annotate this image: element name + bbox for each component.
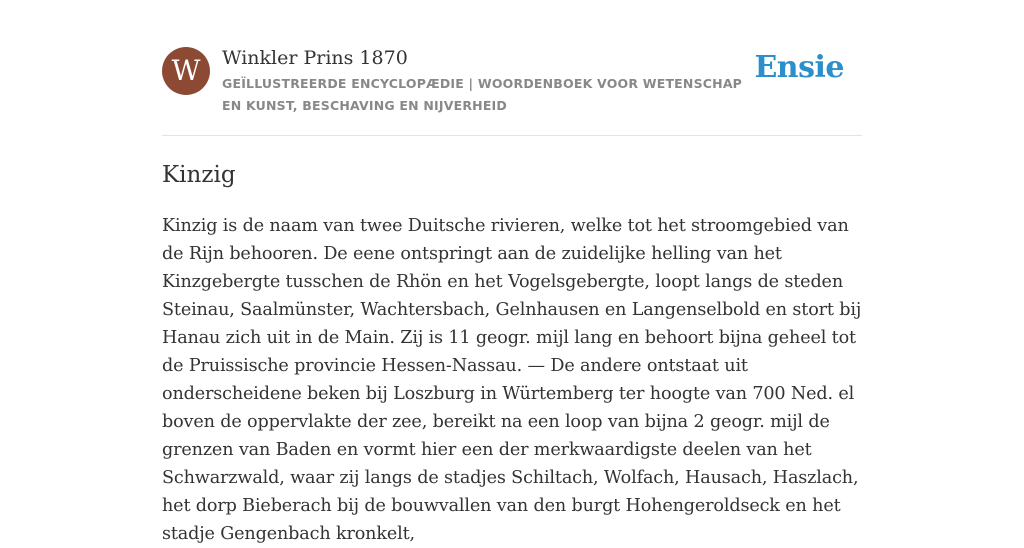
source-subtitle: GEÏLLUSTREERDE ENCYCLOPÆDIE | WOORDENBOEK VOOR WETENSCHAP EN KUNST, BESCHAVING EN NIJVERHEID [222,76,743,113]
source-avatar[interactable]: W [162,47,210,95]
article-title: Kinzig [162,162,236,188]
source-info [222,44,762,117]
source-title[interactable]: Winkler Prins 1870 [222,47,408,69]
header-divider [162,135,862,136]
source-header [162,44,862,134]
article-body: Kinzig is de naam van twee Duitsche rivieren, welke tot het stroomgebied van de Rijn behooren. De eene ontspringt aan de zuidelijke helling van het Kinzgebergte tusschen de Rhön en het Vogelsgebergte, loopt langs de steden Steinau, Saalmünster, Wachtersbach, Gelnhausen en Langenselbold en stort bij Hanau zich uit in de Main. Zij is 11 geogr. mijl lang en behoort bijna geheel tot de Pruissische provincie Hessen-Nassau. — De andere ontstaat uit onderscheidene beken bij Loszburg in Würtemberg ter hoogte van 700 Ned. el boven de oppervlakte der zee, bereikt na een loop van bijna 2 geogr. mijl de grenzen van Baden en vormt hier een der merkwaardigste deelen van het Schwarzwald, waar zij langs de stadjes Schiltach, Wolfach, Hausach, Haszlach, het dorp Bieberach bij de bouwvallen van den burgt Hohengeroldseck en het stadje Gengenbach kronkelt, [162,216,862,544]
ensie-logo[interactable]: Ensie [754,50,844,85]
